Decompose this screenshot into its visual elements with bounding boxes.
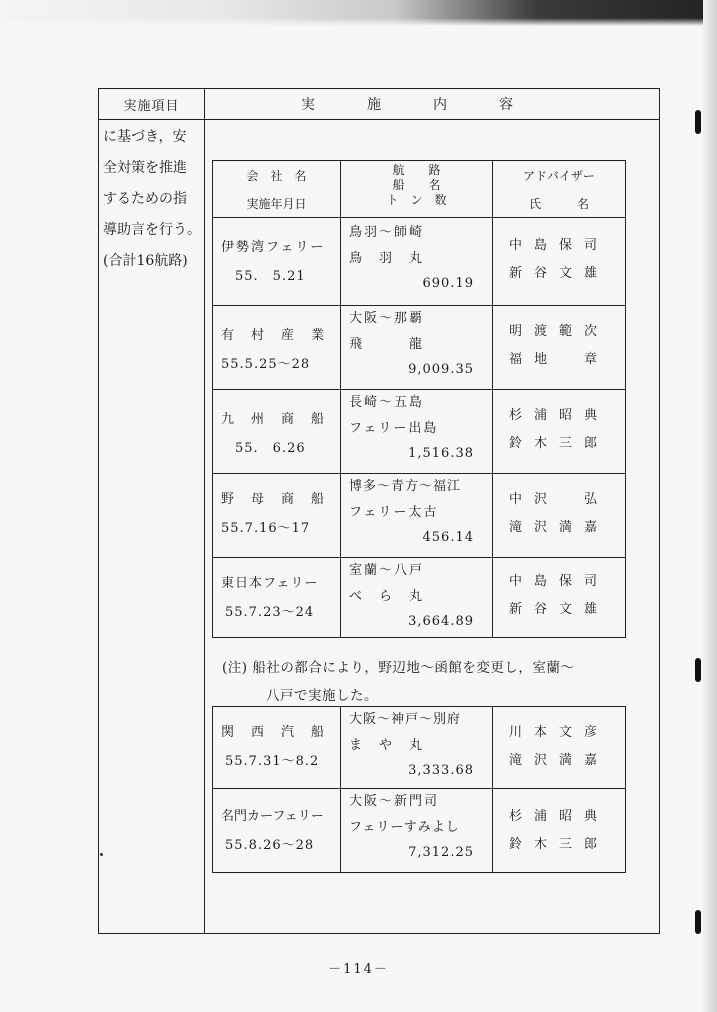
implementation-date: 55.8.26～28	[225, 838, 315, 853]
header-implementation-item: 実施項目	[123, 98, 180, 114]
punch-hole-mark	[695, 110, 701, 134]
company-name: 有 村 産 業	[221, 328, 327, 343]
note-line: 八戸で実施した。	[266, 688, 378, 704]
table-row	[213, 558, 626, 638]
implementation-date: 55.5.25～28	[221, 357, 311, 372]
header-advisor-name: 氏 名	[528, 197, 589, 211]
left-description	[103, 122, 207, 277]
route: 大阪～那覇	[349, 311, 425, 326]
note	[222, 654, 574, 710]
tonnage: 1,516.38	[408, 446, 474, 461]
company-name: 東日本フェリー	[221, 576, 319, 591]
implementation-date: 55.7.31～8.2	[225, 754, 320, 769]
header-date: 実施年月日	[246, 197, 307, 211]
route: 博多～青方～福江	[349, 479, 462, 494]
header-implementation-content: 実施内容	[301, 97, 565, 113]
punch-hole-mark	[695, 910, 701, 934]
route: 大阪～新門司	[349, 794, 440, 809]
ship-name: フェリー出島	[349, 421, 439, 436]
header-company: 会 社 名	[246, 169, 307, 183]
advisor-table-bottom	[212, 706, 626, 873]
table-row	[213, 390, 626, 474]
tonnage: 9,009.35	[408, 362, 474, 377]
header-ship: 船 名	[392, 178, 441, 192]
header-route: 航 路	[392, 163, 441, 177]
advisor-name: 新谷文雄	[509, 266, 610, 281]
advisor-name: 杉浦昭典	[509, 809, 610, 824]
route: 鳥羽～師崎	[349, 225, 425, 240]
page-number: －114－	[328, 962, 389, 977]
company-name: 関 西 汽 船	[221, 725, 327, 740]
left-description-line: に基づき，安	[103, 129, 187, 145]
advisor-name: 鈴木三郎	[509, 436, 610, 451]
punch-hole-mark	[695, 658, 701, 682]
advisor-name: 新谷文雄	[509, 602, 610, 617]
tonnage: 690.19	[422, 276, 474, 291]
ship-name: フェリー太古	[349, 505, 439, 520]
advisor-table-top	[212, 160, 626, 638]
company-name: 伊勢湾フェリー	[221, 240, 326, 255]
implementation-date: 55.7.23～24	[225, 605, 315, 620]
company-name: 野 母 商 船	[221, 492, 327, 507]
advisor-name: 明渡範次	[509, 324, 610, 339]
ship-name: フェリーすみよし	[349, 820, 460, 835]
left-description-line: 全対策を推進	[103, 160, 187, 176]
note-line: (注) 船社の都合により，野辺地～函館を変更し，室蘭～	[222, 660, 575, 676]
advisor-name: 川本文彦	[509, 725, 610, 740]
ship-name: ま や 丸	[349, 738, 425, 753]
tonnage: 456.14	[422, 530, 474, 545]
table-row	[213, 474, 626, 558]
tonnage: 3,333.68	[408, 763, 474, 778]
table-row	[213, 218, 626, 306]
advisor-name: 中島保司	[509, 574, 610, 589]
company-name: 九 州 商 船	[221, 412, 327, 427]
implementation-date: 55. 5.21	[235, 269, 306, 284]
advisor-name: 滝沢満嘉	[509, 520, 610, 535]
table-row	[213, 789, 626, 873]
implementation-date: 55.7.16～17	[221, 521, 311, 536]
scan-edge-shadow	[0, 0, 717, 26]
left-description-line: 導助言を行う。	[103, 222, 201, 238]
ship-name: べ ら 丸	[349, 589, 425, 604]
advisor-name: 鈴木三郎	[509, 837, 610, 852]
scan-right-edge	[703, 0, 717, 1012]
implementation-date: 55. 6.26	[235, 441, 306, 456]
tonnage: 7,312.25	[408, 845, 474, 860]
table-header-row	[213, 161, 626, 218]
route: 長崎～五島	[349, 395, 425, 410]
route: 室蘭～八戸	[349, 563, 425, 578]
header-tonnage: ト ン 数	[386, 193, 447, 207]
advisor-name: 中島保司	[509, 238, 610, 253]
tonnage: 3,664.89	[408, 614, 474, 629]
left-description-line: (合計16航路)	[103, 253, 188, 269]
advisor-name: 滝沢満嘉	[509, 753, 610, 768]
company-name: 名門カーフェリー	[221, 809, 324, 824]
route: 大阪～神戸～別府	[349, 712, 462, 727]
advisor-name: 中沢 弘	[509, 492, 610, 507]
table-row	[213, 306, 626, 390]
header-advisor: アドバイザー	[523, 169, 595, 183]
advisor-name: 福地 章	[509, 352, 610, 367]
table-row	[213, 707, 626, 789]
ship-name: 飛 龍	[349, 337, 425, 352]
advisor-name: 杉浦昭典	[509, 408, 610, 423]
left-description-line: するための指	[103, 191, 187, 207]
ship-name: 鳥 羽 丸	[349, 251, 425, 266]
